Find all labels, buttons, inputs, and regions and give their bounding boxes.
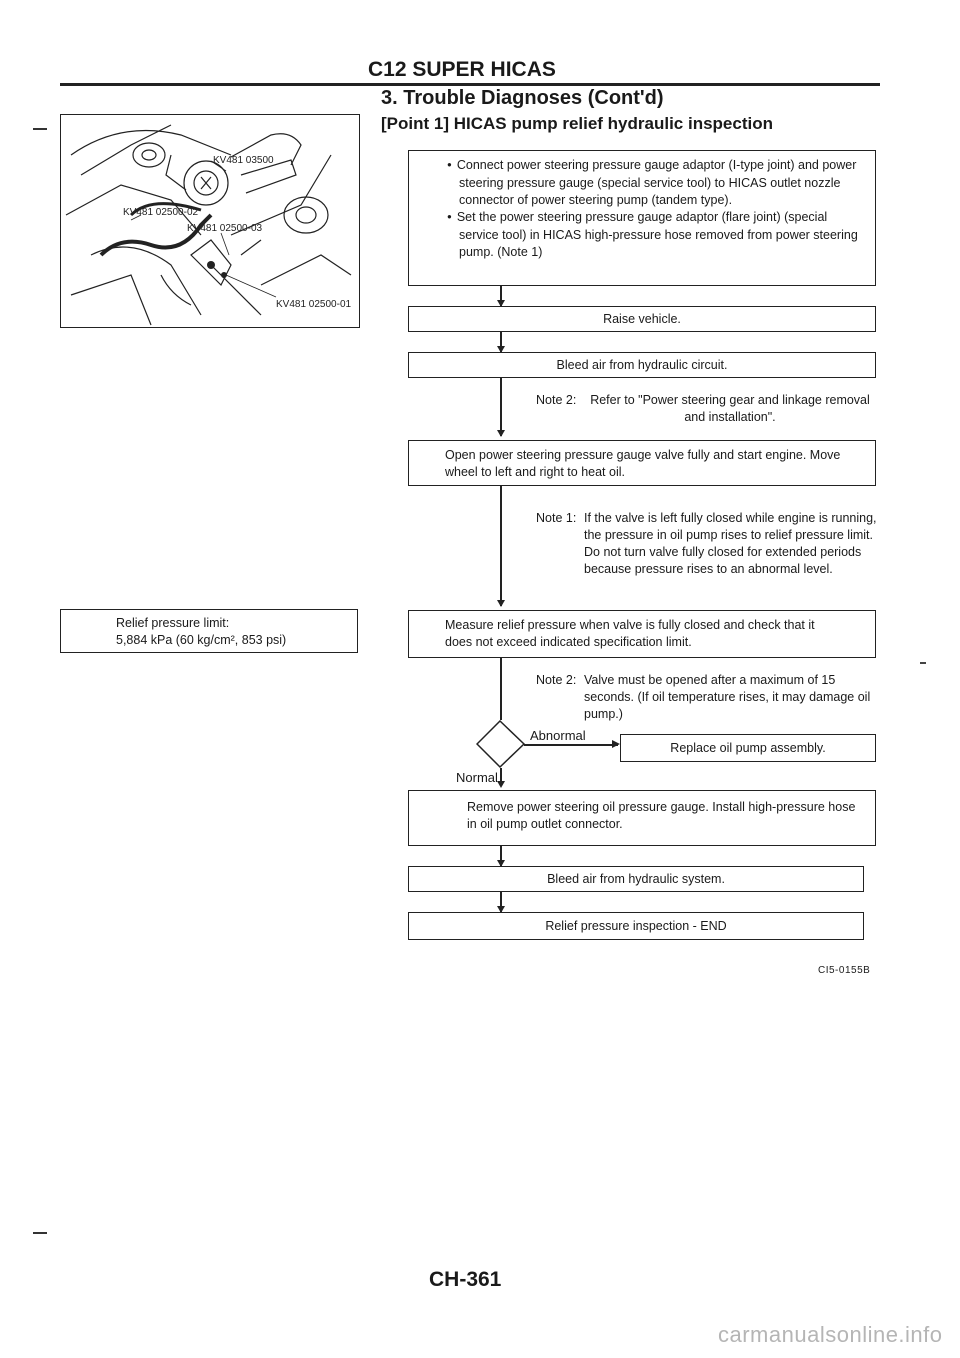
note-valve-time-limit [536, 672, 876, 723]
note-a-text: Refer to "Power steering gear and linkage removal and installation". [590, 393, 870, 424]
step7-text: Bleed air from hydraulic system. [547, 871, 725, 886]
flow-connector-3 [500, 378, 502, 436]
step8-text: Relief pressure inspection - END [545, 918, 727, 933]
flow-step-bleed-system [408, 866, 864, 892]
flow-step-remove-gauge [408, 790, 876, 846]
note-refer-power-steering [536, 392, 876, 426]
step2-text: Raise vehicle. [603, 311, 681, 326]
figure-code: CI5-0155B [818, 965, 871, 976]
margin-tick-bottom [33, 1232, 47, 1234]
abnormal-arrowhead [612, 740, 620, 748]
note-c-label: Note 2: [536, 673, 577, 687]
note-b-text: If the valve is left fully closed while engine is running, the pressure in oil pump rises to relief pressure limit. Do not turn valve fully closed for extended periods because pressure rises to an abnormal level. [584, 511, 877, 576]
note-b-label: Note 1: [536, 511, 577, 525]
abnormal-connector [524, 744, 618, 746]
spec-line-1: Relief pressure limit: [116, 616, 230, 630]
flow-step-end [408, 912, 864, 940]
note-valve-closed-warning [536, 510, 881, 578]
step1-bullet-1: ● Connect power steering pressure gauge adaptor (I-type joint) and power steering pressure gauge (special service tool) to HICAS outlet nozzle connector of power steering pump (tandem type). [445, 157, 865, 209]
part-label-kv481-02500-01: KV481 02500-01 [276, 299, 352, 310]
part-label-kv481-03500: KV481 03500 [213, 155, 274, 166]
flow-step-raise-vehicle [408, 306, 876, 332]
step4-text: Open power steering pressure gauge valve fully and start engine. Move wheel to left and right to heat oil. [445, 448, 841, 479]
margin-dash [920, 662, 926, 664]
part-label-kv481-02500-02: KV481 02500-02 [123, 207, 199, 218]
point-title: [Point 1] HICAS pump relief hydraulic inspection [381, 114, 773, 133]
engine-drawing [61, 115, 359, 327]
decision-diamond [476, 720, 526, 770]
margin-tick [33, 128, 47, 130]
page-number: CH-361 [429, 1268, 502, 1291]
abnormal-label: Abnormal [530, 728, 586, 743]
flow-step-connect-gauge [408, 150, 876, 286]
step1-bullet-2: ● Set the power steering pressure gauge adaptor (flare joint) (special service tool) in HICAS high-pressure hose removed from power steering pump. (Note 1) [445, 209, 865, 261]
watermark: carmanualsonline.info [718, 1322, 943, 1347]
flow-connector-4 [500, 486, 502, 606]
subsection-title: 3. Trouble Diagnoses (Cont'd) [381, 87, 664, 109]
abnormal-action-text: Replace oil pump assembly. [670, 740, 826, 755]
flow-step-open-valve [408, 440, 876, 486]
step6-text: Remove power steering oil pressure gauge. Install high-pressure hose in oil pump outlet connector. [467, 800, 856, 831]
flow-arrow-4 [497, 600, 505, 607]
flow-step-bleed-circuit [408, 352, 876, 378]
relief-pressure-spec-box [60, 609, 358, 653]
flow-arrow-3 [497, 430, 505, 437]
normal-label: Normal [456, 770, 498, 785]
flow-connector-5 [500, 658, 502, 720]
flow-step-measure-relief [408, 610, 876, 658]
section-title: C12 SUPER HICAS [368, 58, 556, 81]
step5-text: Measure relief pressure when valve is fully closed and check that it does not exceed indicated specification limit. [445, 618, 815, 649]
note-a-label: Note 2: [536, 393, 577, 407]
spec-line-2: 5,884 kPa (60 kg/cm², 853 psi) [116, 633, 287, 647]
step3-text: Bleed air from hydraulic circuit. [556, 357, 728, 372]
flow-step-replace-pump [620, 734, 876, 762]
header-rule [60, 83, 880, 86]
pump-illustration [60, 114, 360, 328]
part-label-kv481-02500-03: KV481 02500-03 [187, 223, 263, 234]
note-c-text: Valve must be opened after a maximum of 15 seconds. (If oil temperature rises, it may damage oil pump.) [584, 673, 871, 721]
flow-arrow-6 [497, 781, 505, 788]
